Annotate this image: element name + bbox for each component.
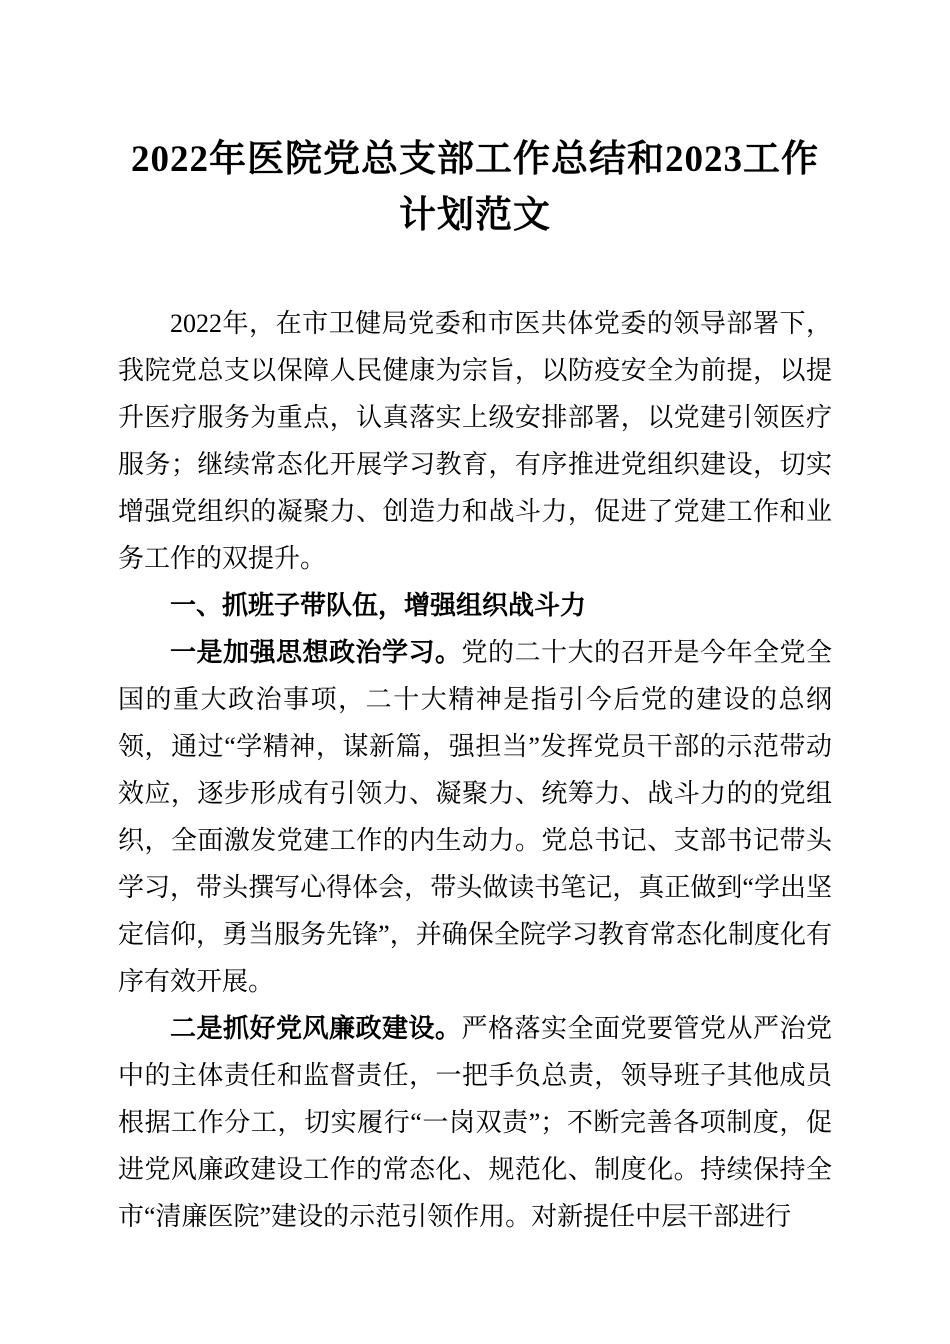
- paragraph-1-text: 党的二十大的召开是今年全党全国的重大政治事项，二十大精神是指引今后党的建设的总纲领，通过“学精神，谋新篇，强担当”发挥党员干部的示范带动效应，逐步形成有引领力、凝聚力、统筹力、战斗力的的党组织，全面激发党建工作的内生动力。党总书记、支部书记带头学习，带头撰写心得体会，带头做读书笔记，真正做到“学出坚定信仰，勇当服务先锋”，并确保全院学习教育常态化制度化有序有效开展。: [118, 638, 832, 996]
- document-title: 2022年医院党总支部工作总结和2023工作计划范文: [131, 139, 819, 236]
- section-heading-1: 一、抓班子带队伍，增强组织战斗力: [170, 590, 587, 620]
- paragraph-1: [118, 629, 832, 1005]
- paragraph-1-lead: 一是加强思想政治学习。: [170, 637, 462, 667]
- paragraph-2: [118, 1005, 832, 1240]
- paragraph-2-lead: 二是抓好党风廉政建设。: [170, 1013, 462, 1043]
- paragraph-2-text: 严格落实全面党要管党从严治党中的主体责任和监督责任，一把手负总责，领导班子其他成员根据工作分工，切实履行“一岗双责”；不断完善各项制度，促进党风廉政建设工作的常态化、规范化、制度化。持续保持全市“清廉医院”建设的示范引领作用。对新提任中层干部进行: [118, 1014, 832, 1231]
- paragraph-intro-text: 2022年，在市卫健局党委和市医共体党委的领导部署下，我院党总支以保障人民健康为宗旨，以防疫安全为前提，以提升医疗服务为重点，认真落实上级安排部署，以党建引领医疗服务；继续常态化开展学习教育，有序推进党组织建设，切实增强党组织的凝聚力、创造力和战斗力，促进了党建工作和业务工作的双提升。: [118, 309, 832, 573]
- paragraph-intro: [118, 300, 832, 582]
